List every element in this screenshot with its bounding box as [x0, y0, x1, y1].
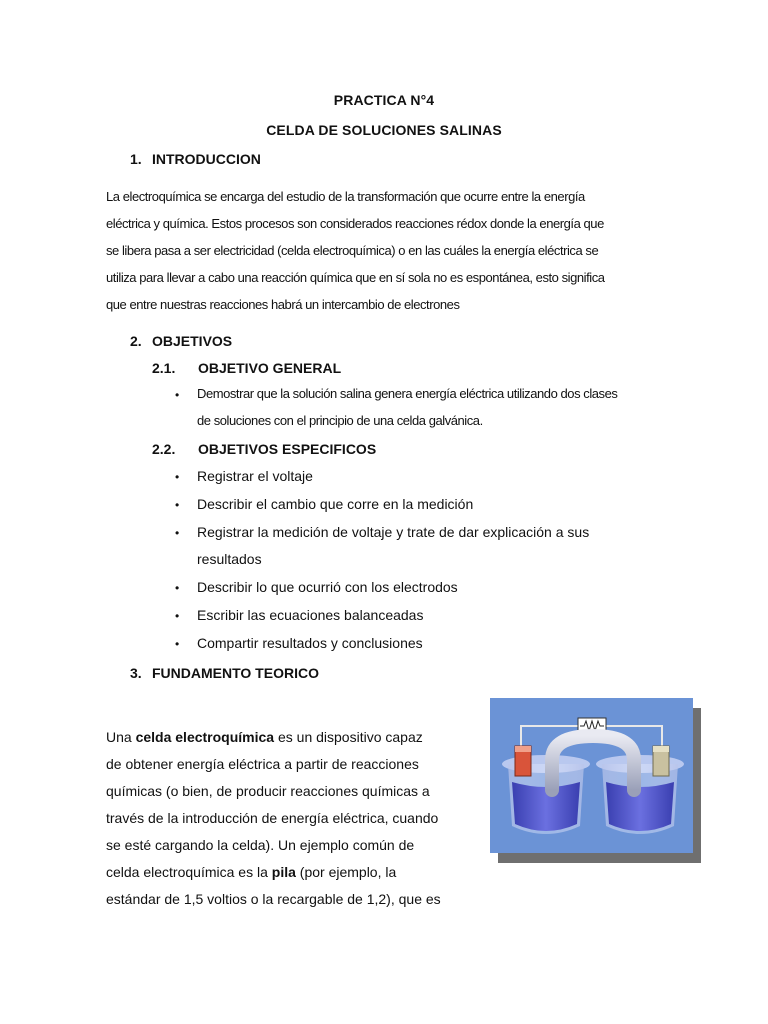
specific-objective-item: Escribir las ecuaciones balanceadas [197, 607, 424, 623]
general-objective-line: Demostrar que la solución salina genera energía eléctrica utilizando dos clases [197, 386, 618, 401]
intro-paragraph [106, 183, 666, 318]
paragraph-line: se libera pasa a ser electricidad (celda electroquímica) o en las cuáles la energía eléctrica se [106, 243, 599, 258]
paragraph-line [106, 724, 486, 751]
paragraph-line: través de la introducción de energía eléctrica, cuando [106, 810, 439, 826]
electrode-left-top [515, 746, 531, 752]
section-title: OBJETIVOS [152, 333, 233, 349]
text-run: es un dispositivo capaz [274, 729, 423, 745]
section-title: OBJETIVO GENERAL [198, 360, 342, 376]
bullet-marker: • [175, 470, 180, 484]
paragraph-line: utiliza para llevar a cabo una reacción química que en sí sola no es espontánea, esto significa [106, 270, 605, 285]
bullet-marker: • [175, 609, 180, 623]
specific-objective-item: Describir lo que ocurrió con los electrodos [197, 579, 458, 595]
paragraph-line: de obtener energía eléctrica a partir de reacciones [106, 756, 419, 772]
section-number: 1. [130, 151, 142, 167]
bullet-marker: • [175, 388, 180, 402]
paragraph-line: estándar de 1,5 voltios o la recargable de 1,2), que es [106, 891, 441, 907]
section-3-heading [130, 665, 319, 681]
text-run: celda electroquímica es la [106, 864, 272, 880]
electrochemical-cell-figure [490, 698, 693, 853]
document-title: PRACTICA N°4 [333, 92, 435, 108]
section-title: OBJETIVOS ESPECIFICOS [198, 441, 377, 457]
paragraph-line [106, 859, 486, 886]
bullet-marker: • [175, 581, 180, 595]
section-title: FUNDAMENTO TEORICO [152, 665, 319, 681]
section-2-1-heading [152, 360, 341, 376]
electrode-right-top [653, 746, 669, 752]
paragraph-line: eléctrica y química. Estos procesos son considerados reacciones rédox donde la energía que [106, 216, 604, 231]
section-title: INTRODUCCION [152, 151, 261, 167]
section-2-2-heading [152, 441, 376, 457]
section-number: 2. [130, 333, 142, 349]
paragraph-line: que entre nuestras reacciones habrá un intercambio de electrones [106, 297, 460, 312]
section-2-heading [130, 333, 232, 349]
specific-objective-item: Describir el cambio que corre en la medición [197, 496, 474, 512]
section-1-heading [130, 151, 261, 167]
bullet-marker: • [175, 526, 180, 540]
specific-objective-item: Compartir resultados y conclusiones [197, 635, 423, 651]
paragraph-line: La electroquímica se encarga del estudio de la transformación que ocurre entre la energía [106, 189, 585, 204]
specific-objective-item: Registrar el voltaje [197, 468, 313, 484]
paragraph-line: químicas (o bien, de producir reacciones químicas a [106, 783, 430, 799]
specific-objective-item-continued: resultados [197, 551, 262, 567]
bold-term: pila [271, 864, 296, 880]
bullet-marker: • [175, 498, 180, 512]
text-run: (por ejemplo, la [295, 864, 397, 880]
document-subtitle: CELDA DE SOLUCIONES SALINAS [266, 122, 502, 138]
bold-term: celda electroquímica [135, 729, 275, 745]
figure-frame [490, 698, 693, 853]
section-number: 2.1. [152, 360, 176, 376]
paragraph-line: se esté cargando la celda). Un ejemplo común de [106, 837, 415, 853]
specific-objective-item: Registrar la medición de voltaje y trate de dar explicación a sus [197, 524, 590, 540]
section-number: 3. [130, 665, 142, 681]
bullet-marker: • [175, 637, 180, 651]
text-run: Una [106, 729, 136, 745]
section-number: 2.2. [152, 441, 176, 457]
general-objective-line: de soluciones con el principio de una celda galvánica. [197, 413, 483, 428]
cell-illustration [490, 698, 693, 853]
theory-paragraph [106, 724, 486, 913]
